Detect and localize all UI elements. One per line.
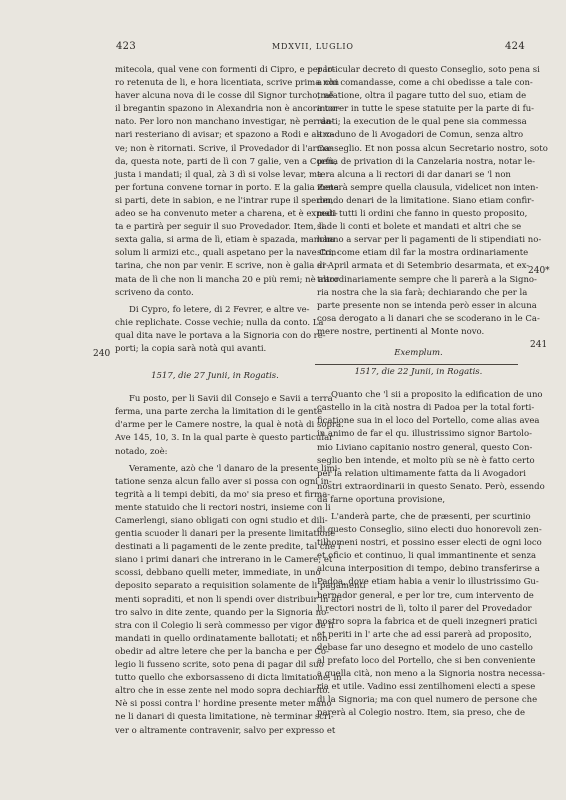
left-paragraph-continued <box>115 64 341 300</box>
text-line: di questo Conseglio, siino electi duo honorevoli zen- <box>317 525 542 536</box>
text-line: seglio ben intende, et molto più se nè è fatto certo <box>317 455 535 466</box>
text-line: dendo denari de la limitatione. Siano etiam confir- <box>317 195 535 206</box>
text-line: incorer in tutte le spese statuite per la parte di fu- <box>317 104 535 115</box>
text-line: meterà sempre quella clausula, videlicet non inten- <box>317 182 539 193</box>
left-paragraph-cyprus <box>115 304 326 356</box>
text-line: d'arme per le Camere nostre, la qual è notà di sopra. <box>115 420 344 431</box>
text-line: tegrità a li tempi debiti, da mo' sia preso et firma- <box>115 489 331 500</box>
text-line: tera alcuna a li rectori di dar danari se 'l non <box>317 169 511 180</box>
text-line: Ave 145, 10, 3. In la qual parte è questo particular <box>115 433 334 444</box>
text-line: per fortuna convene tornar in porto. E la galia Zena <box>115 182 339 193</box>
text-line: mitecola, qual vene con formenti di Cipro, e per lo- <box>115 65 336 75</box>
text-line: trafatione, oltra il pagare tutto del suo, etiam de <box>317 91 527 102</box>
text-line: tro salvo in dite zente, quando per la Signoria no- <box>115 607 330 618</box>
text-line: tutto quello che exborsasseno di dicta limitatione, in <box>115 673 342 684</box>
text-line: di la Signoria; ma con quel numero de persone che <box>317 695 538 706</box>
text-line: per la relation ultimamente fatta da li Avogadori <box>317 468 526 479</box>
text-line: mio Liviano capitanio nostro general, questo Con- <box>317 442 533 453</box>
text-line: stra con il Colegio li serà commesso per vigor de li <box>115 620 334 631</box>
text-line: ria nostra che la sia farà; dechiarando che per la <box>317 287 528 298</box>
text-line: mere nostre, pertinenti al Monte novo. <box>317 326 485 337</box>
text-line: solum li armizi etc., quali aspetano per la nave Con- <box>115 248 340 259</box>
text-line: castello in la cità nostra di Padoa per la total forti- <box>317 403 535 414</box>
text-line: si parti, dete in sabion, e ne l'intrar rupe il speron, <box>115 195 334 206</box>
text-line: notado, zoè: <box>115 446 168 457</box>
text-line: legio li fusseno scrite, soto pena di pagar dil suo <box>115 660 324 671</box>
text-line: ta e partirà per seguir il suo Provedador. Item, la <box>115 222 327 233</box>
text-line: ve; non è ritornati. Scrive, il Provedador di l'arma- <box>115 143 333 154</box>
right-margin-number-a: 240* <box>528 266 550 276</box>
text-line: in animo de far el qu. illustrissimo signor Bartolo- <box>317 429 532 440</box>
running-header <box>0 41 566 55</box>
text-line: nato. Per loro non manchano investigar, nè per da- <box>115 117 334 128</box>
text-line: Di Cypro, fo letere, di 2 Fevrer, e altre ve- <box>129 304 310 315</box>
text-line: nari resteriano di avisar; et spazono a Rodi e altro- <box>115 130 335 141</box>
left-page-number: 423 <box>116 41 136 52</box>
text-line: tilhomeni nostri, et possino esser electi de ogni loco <box>317 538 542 549</box>
text-line: ficatione sua in el loco del Portello, come alias avea <box>317 416 540 427</box>
text-line: gentia scuoder li danari per la presente limitatione <box>115 529 336 540</box>
text-line: chie replichate. Cosse vechie; nulla da conto. La <box>115 317 324 328</box>
exemplum-heading: Exemplum. <box>394 347 443 358</box>
text-line: al prefato loco del Portello, che si ben conveniente <box>317 656 536 667</box>
text-line: ro retenuta de li, e hora licentiata, scrive prima non <box>115 78 340 89</box>
text-line: deposito separato a requisition solamente de li pagamenti <box>115 581 366 592</box>
text-line: Quanto che 'l sii a proposito la edification de uno <box>331 390 543 401</box>
text-line: cosa derogato a li danari che se scoderano in le Ca- <box>317 313 540 324</box>
text-line: qual dita nave le portava a la Signoria con do re- <box>115 330 326 341</box>
left-column <box>115 64 366 738</box>
text-line: Nè si possi contra l' hordine presente meter mano <box>115 699 332 710</box>
text-line: nostri extraordinarii in questo Senato. Però, essendo <box>317 481 545 492</box>
right-margin-number-b: 241 <box>530 340 548 350</box>
text-line: Fu posto, per li Savii dil Consejo e Savii a terra <box>129 394 333 405</box>
text-line: bernador general, e per lor tre, cum intervento de <box>317 590 534 601</box>
text-line: et oficio et continuo, li qual immantinente et senza <box>317 551 537 562</box>
text-line: mati tutti li ordini che fanno in questo proposito, <box>317 209 528 220</box>
text-line: et periti in l' arte che ad essi parerà ad proposito, <box>317 629 532 640</box>
text-line: tatione senza alcun fallo aver si possa con ogni in- <box>115 476 332 487</box>
text-line: stri, come etiam dil far la mostra ordinariamente <box>317 248 529 259</box>
right-paragraph-quanto <box>317 389 545 507</box>
right-paragraph-landera <box>317 511 545 721</box>
right-section-heading: 1517, die 22 Junii, in Rogatis. <box>354 367 483 378</box>
text-line: pena de privation di la Canzelaria nostra, notar le- <box>317 156 536 167</box>
text-line: Veramente, azò che 'l danaro de la presente limi- <box>129 463 341 474</box>
text-line: nostro sopra la fabrica et de queli inzegneri pratici <box>317 616 538 627</box>
text-line: Conseglio. Et non possa alcun Secretario nostro, soto <box>317 143 548 154</box>
text-line: haver alcuna nova di le cosse dil Signor turcho, nè <box>115 91 334 102</box>
text-line: il bregantin spazono in Alexandria non è ancora tor- <box>115 104 341 115</box>
text-line: sexta galia, si arma de lì, etiam è spazada, mancha <box>115 235 335 246</box>
text-line: mente statuido che li rectori nostri, insieme con li <box>115 502 331 513</box>
text-line: li rectori nostri de lì, tolto il parer del Provedador <box>317 603 532 614</box>
text-line: debase far uno desegno et modelo de uno castello <box>317 642 533 653</box>
text-line: da farne oportuna provisione, <box>317 494 446 505</box>
text-line: ranti; la execution de le qual pene sia commessa <box>317 117 527 128</box>
section-rule <box>315 364 518 365</box>
text-line: parte presente non se intenda però esser in alcuna <box>317 300 537 311</box>
text-line: mata de lì che non li mancha 20 e più remi; nè altro <box>115 274 339 285</box>
text-line: scriveno da conto. <box>115 287 194 298</box>
text-line: a chi comandasse, come a chi obedisse a tale con- <box>317 78 533 89</box>
right-page-number: 424 <box>505 41 525 52</box>
header-title: MDXVII, LUGLIO <box>272 42 354 51</box>
left-paragraph-veramente <box>115 463 366 738</box>
text-line: menti sopraditi, et non li spendi over distribuir in al- <box>115 594 342 605</box>
text-line: parerà al Colegio nostro. Item, sia preso, che de <box>317 708 526 719</box>
left-margin-number: 240 <box>93 349 111 359</box>
text-line: mandati in quello ordinatamente ballotati; et non <box>115 633 328 644</box>
text-line: porti; la copia sarà notà qui avanti. <box>115 343 267 354</box>
text-line: L'anderà parte, che de præsenti, per scurtinio <box>331 512 531 522</box>
text-line: hanno a servar per li pagamenti de li stipendiati no- <box>317 235 542 246</box>
text-line: siano i primi danari che intrerano in le Camere; et <box>115 555 333 566</box>
text-line: adeo se ha convenuto meter a charena, et è expedi- <box>115 209 338 220</box>
text-line: obedir ad altre letere che per la bancha e per Co- <box>115 646 329 657</box>
text-line: Camerlengi, siano obligati con ogni studio et dili- <box>115 516 328 526</box>
text-line: tarina, che non par venir. E scrive, non è galia ar- <box>115 261 330 272</box>
text-line: alcuna interposition di tempo, debino transferirse a <box>317 564 540 575</box>
text-line: ferma, una parte zercha la limitation di le gente <box>115 407 323 418</box>
text-line: traordinariamente sempre che li parerà a la Signo- <box>317 274 537 285</box>
text-line: ver o altramente contravenir, salvo per expresso et <box>115 725 336 736</box>
text-line: justa i mandati; il qual, zà 3 dì si volse levar, ma <box>115 169 323 180</box>
text-line: a quella cità, non meno a la Signoria nostra necessa- <box>317 669 545 680</box>
left-paragraph-fu-posto <box>115 393 344 458</box>
text-line: Padoa, dove etiam habia a venir lo illustrissimo Gu- <box>317 577 539 588</box>
text-line: altro che in esse zente nel modo sopra dechiarito. <box>115 686 331 697</box>
text-line: particular decreto di questo Conseglio, soto pena si <box>317 65 540 75</box>
text-line: ria et utile. Vadino essi zentilhomeni electi a spese <box>317 682 536 693</box>
text-line: sì de li conti et bolete et mandati et altri che se <box>317 222 522 233</box>
text-line: da, questa note, parti de lì con 7 galie, ven a Corfù, <box>115 156 337 167</box>
text-line: a caduno de li Avogadori de Comun, senza altro <box>317 130 524 141</box>
text-line: ne li danari di questa limitatione, nè terminar scri- <box>115 712 334 723</box>
text-line: scossi, debbano quelli meter, immediate, in uno <box>115 568 321 579</box>
left-section-heading: 1517, die 27 Junii, in Rogatis. <box>151 371 279 382</box>
text-line: di April armata et di Setembrio desarmata, et ex- <box>317 261 530 272</box>
text-line: destinati a li pagamenti de le zente predite, tal che i <box>115 542 341 553</box>
